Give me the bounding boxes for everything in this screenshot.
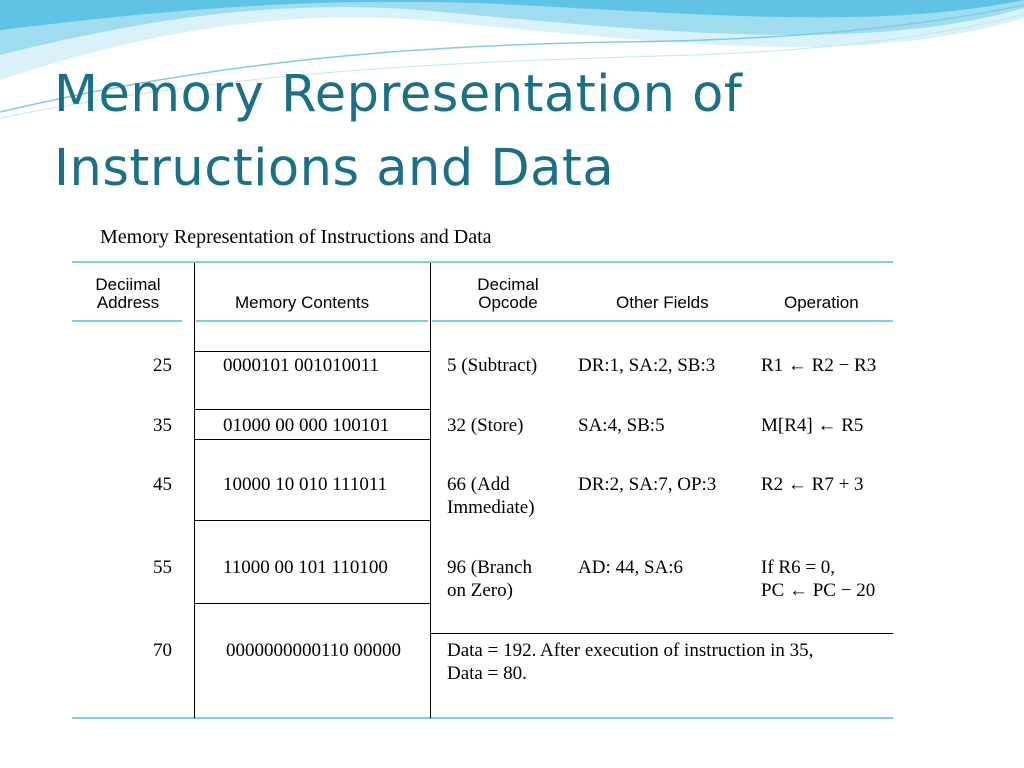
row-55-other: AD: 44, SA:6 <box>578 557 684 578</box>
row-25-opcode: 5 (Subtract) <box>447 355 538 376</box>
header-bottom-rule-right <box>432 320 893 322</box>
row-45-opcode: 66 (Add Immediate) <box>447 474 535 518</box>
column-divider-1 <box>194 263 195 718</box>
title-line-2: Instructions and Data <box>54 139 615 198</box>
header-address: Deciimal Address <box>95 275 161 312</box>
header-other-fields: Other Fields <box>616 293 709 312</box>
row-separator <box>195 603 430 604</box>
row-70-note: Data = 192. After execution of instruction in 35, Data = 80. <box>447 640 814 684</box>
row-35-contents: 01000 00 000 100101 <box>223 415 390 436</box>
row-55-address: 55 <box>153 557 172 578</box>
slide-title <box>54 58 742 206</box>
header-operation: Operation <box>784 293 859 312</box>
row-25-contents: 0000101 001010011 <box>223 355 380 376</box>
row-45-address: 45 <box>153 474 172 495</box>
row-35-opcode: 32 (Store) <box>447 415 524 436</box>
row-separator <box>195 520 430 521</box>
row-70-contents: 0000000000110 00000 <box>226 640 402 661</box>
row-35-address: 35 <box>153 415 172 436</box>
title-line-1: Memory Representation of <box>54 65 743 124</box>
row-25-operation: R1 ← R2 − R3 <box>761 355 877 376</box>
header-bottom-rule-left <box>72 320 182 322</box>
table-bottom-rule <box>72 717 893 719</box>
column-divider-2 <box>430 263 431 718</box>
row-70-address: 70 <box>153 640 172 661</box>
row-25-other: DR:1, SA:2, SB:3 <box>578 355 716 376</box>
table-top-rule <box>72 261 893 263</box>
row-separator <box>195 409 430 410</box>
header-opcode: Decimal Opcode <box>477 275 539 312</box>
row-55-operation: If R6 = 0, PC ← PC − 20 <box>761 557 876 601</box>
header-bottom-rule-mid <box>196 320 428 322</box>
row-45-contents: 10000 10 010 111011 <box>223 474 388 495</box>
row-separator <box>195 439 430 440</box>
row-55-contents: 11000 00 101 110100 <box>223 557 388 578</box>
row-35-other: SA:4, SB:5 <box>578 415 665 436</box>
data-row-separator <box>431 633 893 634</box>
row-45-operation: R2 ← R7 + 3 <box>761 474 864 495</box>
row-25-address: 25 <box>153 355 172 376</box>
header-memory-contents: Memory Contents <box>235 293 370 312</box>
row-45-other: DR:2, SA:7, OP:3 <box>578 474 717 495</box>
row-separator <box>195 351 430 352</box>
row-35-operation: M[R4] ← R5 <box>761 415 864 436</box>
row-55-opcode: 96 (Branch on Zero) <box>447 557 532 601</box>
table-caption: Memory Representation of Instructions and Data <box>100 226 492 248</box>
